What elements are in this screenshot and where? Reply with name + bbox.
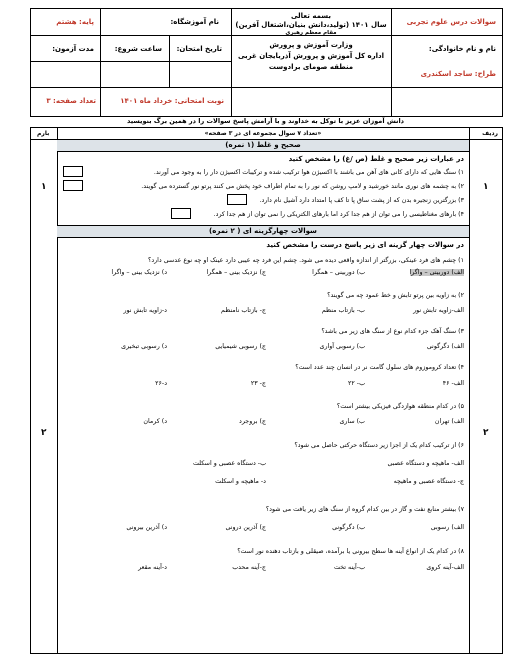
mc-q3-option-c: ج) رسوبی شیمیایی	[215, 343, 266, 350]
mc-q4-option-b: ب- ۲۲	[348, 380, 365, 387]
grade-label: پایه: هشتم	[56, 18, 94, 26]
mc-question-8: ۸) در کدام یک از انواع آینه ها سطح بیرونی یا برآمده، صیقلی و بازتاب دهنده نور است؟	[237, 548, 464, 555]
exam-turn-label: نوبت امتحانی: خرداد ماه ۱۴۰۱	[120, 97, 224, 105]
duration-label: مدت آزمون:	[52, 45, 94, 53]
student-name-label: نام و نام خانوادگی:	[428, 45, 496, 53]
designer-label: طراح: ساجد اسکندری	[420, 70, 496, 78]
mc-q6-option-d: د- ماهیچه و اسکلت	[215, 478, 266, 485]
section1-prompt: در عبارات زیر صحیح و غلط (ص /غ) را مشخص کنید	[288, 155, 464, 163]
mc-q7-option-a: الف) رسوبی	[430, 524, 464, 531]
ministry-line-1: وزارت آموزش و پرورش	[269, 41, 353, 49]
mc-question-1: ۱) چشم های فرد عینکی، بزرگتر از اندازه واقعی دیده می شود. چشم این فرد چه عیبی دارد عینک او چه نوع عدسی دارد؟	[148, 257, 464, 264]
answer-box-2[interactable]	[63, 180, 83, 191]
mc-q1-option-d: د) نزدیک بینی – واگرا	[111, 269, 167, 276]
tf-item-4: ۴) بارهای مغناطیسی را می توان از هم جدا کرد اما بارهای الکتریکی را نمی توان از هم جدا کرد.	[213, 211, 464, 218]
answer-box-4[interactable]	[171, 208, 191, 219]
mc-q2-option-b: ب- بازتاب منظم	[321, 307, 365, 314]
mc-q8-option-a: الف-آینه کروی	[426, 564, 464, 571]
answer-box-3[interactable]	[227, 194, 247, 205]
mc-question-4: ۴) تعداد کروموزوم های سلول گامت نر در انسان چند عدد است؟	[295, 364, 464, 371]
mc-q6-option-a: الف- ماهیچه و دستگاه عصبی	[387, 460, 464, 467]
mc-q3-option-b: ب) رسوبی آواری	[319, 343, 365, 350]
mc-q8-option-b: ب-آینه تخت	[334, 564, 365, 571]
section1-score: ۱	[41, 182, 47, 192]
count-header: «تعداد ۷ سوال مجموعه ای در ۳ صفحه»	[204, 130, 322, 137]
section2-title: سوالات چهارگزینه ای ( ۲ نمره)	[57, 225, 469, 238]
mc-q7-option-d: د) آذرین بیرونی	[126, 524, 167, 531]
score-column-header: بارم	[37, 130, 50, 137]
instruction-line: دانش آموزان عزیز با توکل به خداوند و با آرامش پاسخ سوالات را در همین برگ بنویسید	[126, 117, 405, 125]
mc-q8-option-c: ج-آینه محدب	[232, 564, 266, 571]
section1-row-number: ۱	[483, 182, 489, 192]
school-name-label: نام آموزشگاه:	[170, 18, 219, 26]
mc-q7-option-b: ب) دگرگونی	[332, 524, 365, 531]
mc-q1-option-c: ج) نزدیک بینی – همگرا	[206, 269, 266, 276]
mc-q5-option-b: ب) ساری	[339, 418, 365, 425]
mc-question-2: ۲) به زاویه بین پرتو تابش و خط عمود چه می گویند؟	[327, 292, 464, 299]
mc-question-3: ۳) سنگ آهک جزء کدام نوع از سنگ های زیر می باشد؟	[321, 328, 464, 335]
mc-q2-option-d: د-زاویه تابش نور	[123, 307, 167, 314]
section2-row-number: ۲	[483, 428, 489, 438]
exam-date-label: تاریخ امتحان:	[176, 45, 222, 53]
mc-q4-option-a: الف- ۴۶	[442, 380, 464, 387]
ministry-line-2: اداره کل آموزش و پرورش آذربایجان غربی	[237, 52, 385, 60]
mc-question-6: ۶) از ترکیب کدام یک از اجزا زیر دستگاه حرکتی حاصل می شود؟	[294, 442, 464, 449]
mc-question-5: ۵) در کدام منطقه هوازدگی فیزیکی بیشتر است؟	[336, 403, 464, 410]
mc-q8-option-d: د-آینه مقعر	[138, 564, 167, 571]
year-line: سال ۱۴۰۱ (تولید،دانش بنیان،اشتغال آفرین)	[235, 21, 387, 29]
mc-q5-option-a: الف) تهران	[434, 418, 464, 425]
start-time-label: ساعت شروع:	[114, 45, 162, 53]
mc-q5-option-c: ج) بروجرد	[239, 418, 266, 425]
mc-q4-option-d: د-۲۶	[155, 380, 167, 387]
mc-q3-option-d: د) رسوبی تبخیری	[121, 343, 167, 350]
exam-header	[30, 8, 503, 117]
leader-line: مقام معظم رهبری	[285, 30, 337, 36]
tf-item-3: ۳) بزرگترین زنجیره بدن که از پشت ساق پا تا کف پا امتداد دارد آشیل نام دارد.	[259, 197, 464, 204]
exam-title: سوالات درس علوم تجربی	[406, 18, 496, 26]
tf-item-2: ۲) به چشمه های نوری مانند خورشید و لامپ روشن که نور را به تمام اطراف خود پخش می کنند پرتو نور گسترده می گویند.	[141, 183, 464, 190]
ministry-line-3: منطقه صومای برادوست	[268, 63, 354, 71]
questions-table	[30, 127, 503, 654]
mc-q7-option-c: ج) آذرین درونی	[225, 524, 266, 531]
section2-prompt: در سوالات چهار گزینه ای زیر پاسخ درست را مشخص کنید	[266, 241, 464, 249]
mc-question-7: ۷) بیشتر منابع نفت و گاز در بین کدام گروه از سنگ های زیر یافت می شود؟	[265, 506, 464, 513]
row-column-header: ردیف	[482, 130, 498, 137]
bismillah: بسمه تعالی	[290, 12, 332, 20]
mc-q5-option-d: د) کرمان	[143, 418, 167, 425]
section1-title: صحیح و غلط (۱ نمره)	[57, 139, 469, 152]
mc-q1-option-b: ب) دوربینی – همگرا	[312, 269, 365, 276]
mc-q3-option-a: الف) دگرگونی	[426, 343, 464, 350]
mc-q6-option-c: ج- دستگاه عصبی و ماهیچه	[393, 478, 464, 485]
section2-score: ۲	[41, 428, 47, 438]
mc-q2-option-c: ج- بازتاب نامنظم	[221, 307, 266, 314]
mc-q4-option-c: ج- ۲۳	[250, 380, 266, 387]
mc-q1-option-a: الف) دوربینی – واگرا	[409, 269, 464, 276]
pages-label: تعداد صفحه: ۳	[46, 97, 96, 105]
mc-q2-option-a: الف-زاویه تابش نور	[413, 307, 464, 314]
mc-q6-option-b: ب- دستگاه عصبی و اسکلت	[192, 460, 266, 467]
tf-item-1: ۱) سنگ هایی که دارای کانی های آهن می باشند با اکسیژن هوا ترکیب شده و ترکیبات اکسیژن دار را به وجود می آورند.	[153, 169, 464, 176]
answer-box-1[interactable]	[63, 166, 83, 177]
